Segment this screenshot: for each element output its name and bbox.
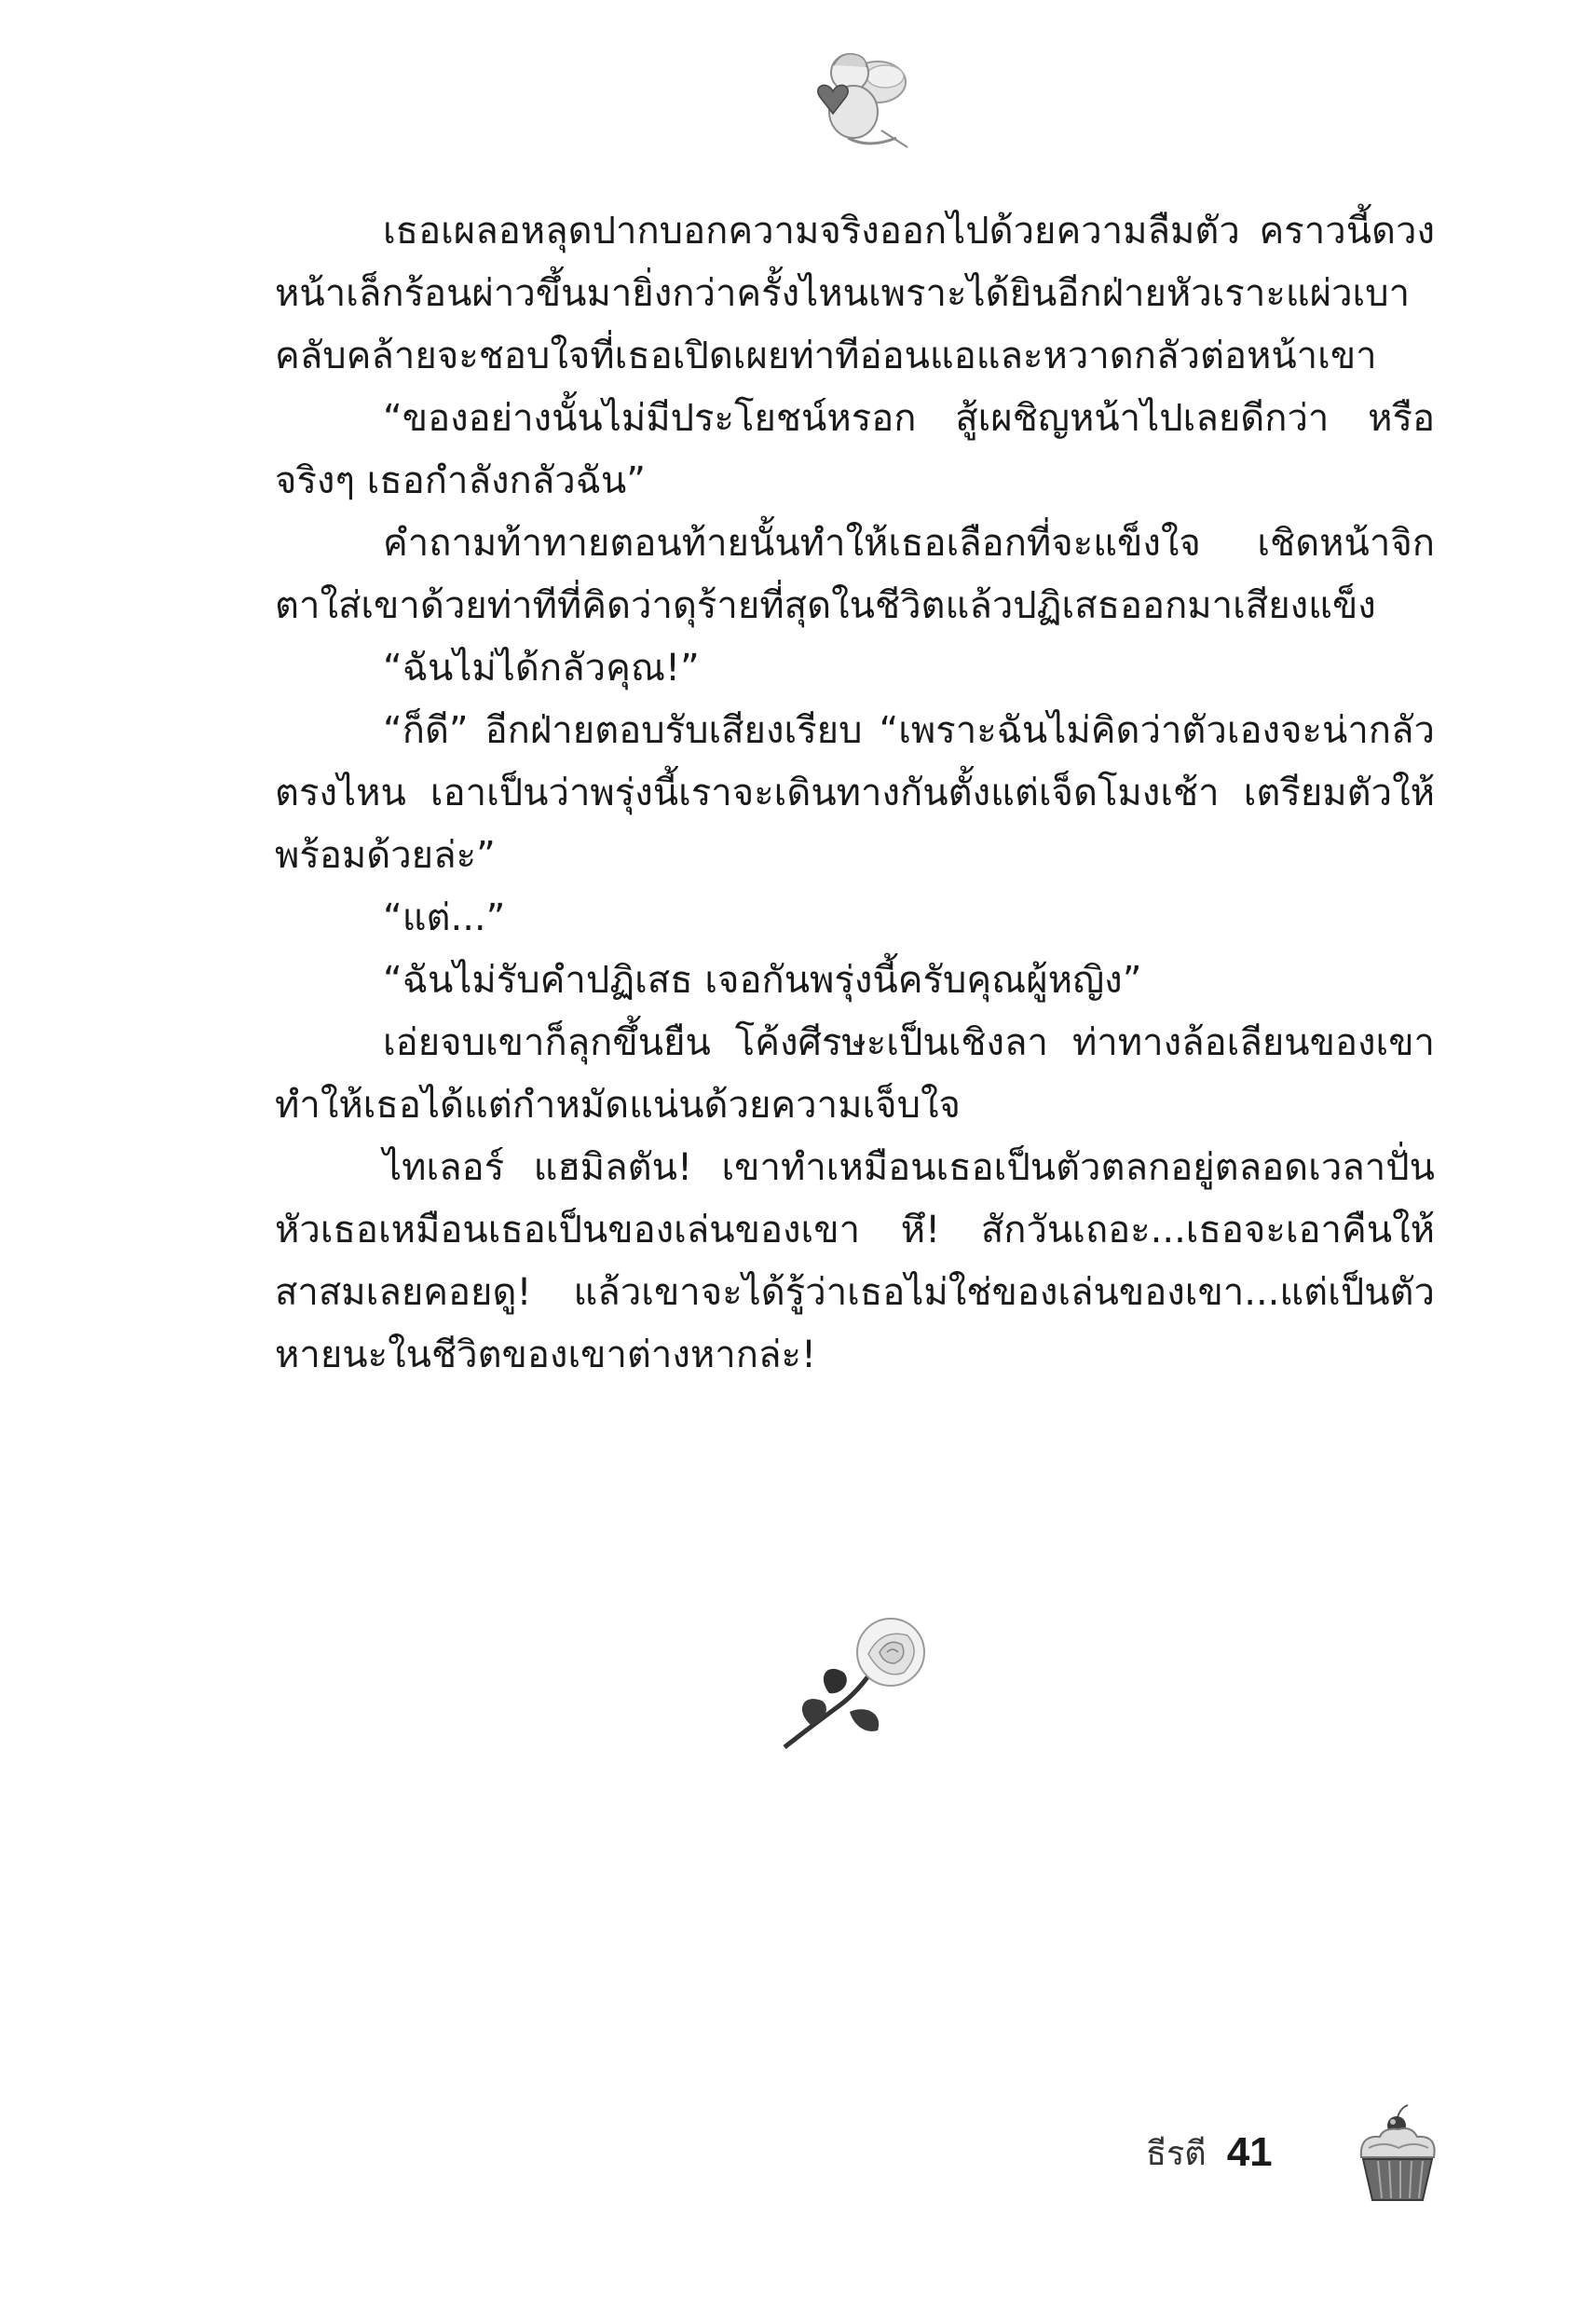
paragraph: คำถามท้าทายตอนท้ายนั้นทำให้เธอเลือกที่จะแข็งใจ เชิดหน้าจิกตาใส่เขาด้วยท่าทีที่คิดว่าดุร้ายที่สุดในชีวิตแล้วปฏิเสธออกมาเสียงแข็ง (275, 522, 1435, 627)
paragraph: “ก็ดี” อีกฝ่ายตอบรับเสียงเรียบ “เพราะฉันไม่คิดว่าตัวเองจะน่ากลัวตรงไหน เอาเป็นว่าพรุ่งนี้เราจะเดินทางกันตั้งแต่เจ็ดโมงเช้า เตรียมตัวให้พร้อมด้วยล่ะ” (275, 709, 1435, 877)
paragraph: “แต่...” (383, 896, 506, 939)
paragraph: เอ่ยจบเขาก็ลุกขึ้นยืน โค้งศีรษะเป็นเชิงลา ท่าทางล้อเลียนของเขาทำให้เธอได้แต่กำหมัดแน่นด้วยความเจ็บใจ (275, 1021, 1435, 1127)
paragraph: “ฉันไม่รับคำปฏิเสธ เจอกันพรุ่งนี้ครับคุณผู้หญิง” (383, 959, 1142, 1002)
cupcake-icon (1356, 2101, 1439, 2204)
page-number: 41 (1226, 2129, 1273, 2175)
author-name: ธีรตี (1146, 2134, 1207, 2173)
cherub-icon (792, 45, 913, 157)
paragraph: ไทเลอร์ แฮมิลตัน! เขาทำเหมือนเธอเป็นตัวตลกอยู่ตลอดเวลาปั่นหัวเธอเหมือนเธอเป็นของเล่นของเขา หึ! สักวันเถอะ...เธอจะเอาคืนให้สาสมเลยคอยดู! แล้วเขาจะได้รู้ว่าเธอไม่ใช่ของเล่นของเขา...แต่เป็นตัวหายนะในชีวิตของเขาต่างหากล่ะ! (275, 1146, 1435, 1376)
page-footer (1146, 2120, 1273, 2185)
story-text (275, 200, 1435, 1387)
paragraph: “ของอย่างนั้นไม่มีประโยชน์หรอก สู้เผชิญหน้าไปเลยดีกว่า หรือจริงๆ เธอกำลังกลัวฉัน” (275, 397, 1435, 502)
rose-icon (773, 1607, 941, 1757)
paragraph: เธอเผลอหลุดปากบอกความจริงออกไปด้วยความลืมตัว คราวนี้ดวงหน้าเล็กร้อนผ่าวขึ้นมายิ่งกว่าครั้งไหนเพราะได้ยินอีกฝ่ายหัวเราะแผ่วเบา คลับคล้ายจะชอบใจที่เธอเปิดเผยท่าทีอ่อนแอและหวาดกลัวต่อหน้าเขา (275, 210, 1435, 377)
paragraph: “ฉันไม่ได้กลัวคุณ!” (383, 647, 700, 690)
